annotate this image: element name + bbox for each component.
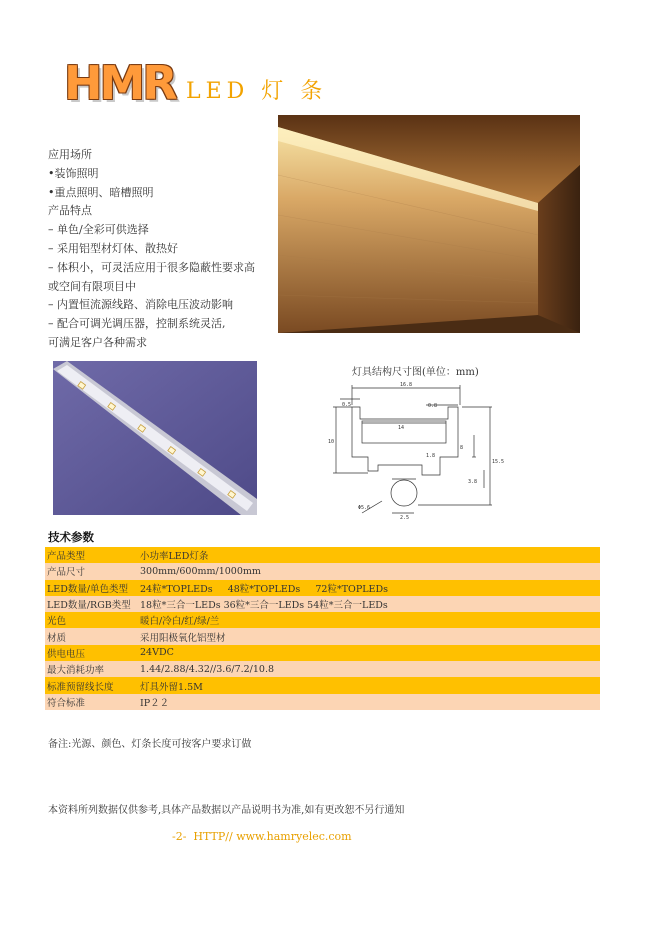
hmr-logo: HMR (64, 56, 175, 110)
feature-item: 可满足客户各种需求 (48, 335, 147, 349)
table-row (45, 661, 600, 677)
spec-label: 符合标准 (47, 697, 86, 709)
feature-item: 或空间有限项目中 (48, 279, 136, 293)
spec-label: 供电电压 (47, 648, 86, 660)
feature-item: – 内置恒流源线路、消除电压波动影响 (48, 298, 233, 312)
spec-value: 采用阳极氧化铝型材 (140, 632, 226, 644)
wall-lighting-photo (278, 115, 580, 333)
spec-label: 产品尺寸 (47, 567, 86, 579)
custom-order-note: 备注:光源、颜色、灯条长度可按客户要求订做 (48, 739, 252, 750)
feature-item: – 采用铝型材灯体、散热好 (48, 241, 178, 255)
spec-label: 标准预留线长度 (47, 681, 114, 693)
spec-value: 300mm/600mm/1000mm (140, 565, 261, 577)
dim-step: 1.8 (426, 453, 436, 459)
dim-inner-width: 14 (398, 425, 405, 431)
dim-base: 3.8 (468, 479, 478, 485)
spec-value: IP２２ (140, 697, 170, 709)
page-title: LED 灯 条 (186, 79, 328, 104)
spec-label: 产品类型 (47, 551, 86, 563)
application-item: •重点照明、暗槽照明 (48, 185, 154, 199)
spec-value: 1.44/2.88/4.32//3.6/7.2/10.8 (140, 663, 275, 675)
dim-lip-right: 0.8 (428, 403, 438, 409)
spec-label: 最大消耗功率 (47, 665, 105, 677)
table-row (45, 694, 600, 710)
spec-table (45, 547, 600, 710)
spec-value: 灯具外留1.5M (140, 681, 203, 693)
applications-heading: 应用场所 (48, 148, 92, 161)
spec-label: LED数量/RGB类型 (47, 600, 131, 612)
table-row (45, 563, 600, 579)
feature-item: – 单色/全彩可供选择 (48, 223, 149, 237)
spec-label: 材质 (47, 632, 67, 644)
dim-slot: 2.5 (400, 515, 410, 521)
dim-inner-height: 8 (460, 445, 464, 451)
spec-value: 24粒*TOPLEDs 48粒*TOPLEDs 72粒*TOPLEDs (140, 583, 388, 595)
disclaimer-text: 本资料所列数据仅供参考,具体产品数据以产品说明书为准,如有更改恕不另行通知 (48, 805, 405, 816)
table-row (45, 628, 600, 644)
table-row (45, 580, 600, 596)
table-row (45, 645, 600, 661)
table-row (45, 612, 600, 628)
table-row (45, 596, 600, 612)
diagram-caption: 灯具结构尺寸图(单位：mm) (352, 367, 479, 378)
spec-label: 光色 (47, 616, 67, 628)
spec-value: 24VDC (140, 647, 174, 659)
dim-total-height: 15.5 (492, 459, 505, 465)
page-number-url[interactable]: -2- HTTP// www.hamryelec.com (172, 830, 352, 843)
product-description (48, 146, 288, 353)
feature-item: – 体积小，可灵活应用于很多隐蔽性要求高 (48, 260, 255, 274)
specs-heading: 技术参数 (48, 530, 94, 544)
dim-left-height: 10 (328, 439, 335, 445)
led-strip-photo (53, 361, 257, 515)
dim-width: 16.8 (400, 382, 413, 388)
feature-item: – 配合可调光调压器，控制系统灵活, (48, 317, 226, 331)
application-item: •装饰照明 (48, 166, 99, 180)
spec-value: 小功率LED灯条 (140, 551, 209, 563)
spec-value: 18粒*三合一LEDs 36粒*三合一LEDs 54粒*三合一LEDs (140, 600, 388, 612)
table-row (45, 547, 600, 563)
spec-value: 暖白/冷白/红/绿/兰 (140, 616, 220, 628)
dim-diameter: Φ5.6 (358, 505, 371, 511)
spec-label: LED数量/单色类型 (47, 583, 129, 595)
features-heading: 产品特点 (48, 204, 92, 218)
table-row (45, 677, 600, 693)
profile-dimension-drawing (322, 375, 505, 521)
dim-lip-left: 0.5 (342, 402, 352, 408)
